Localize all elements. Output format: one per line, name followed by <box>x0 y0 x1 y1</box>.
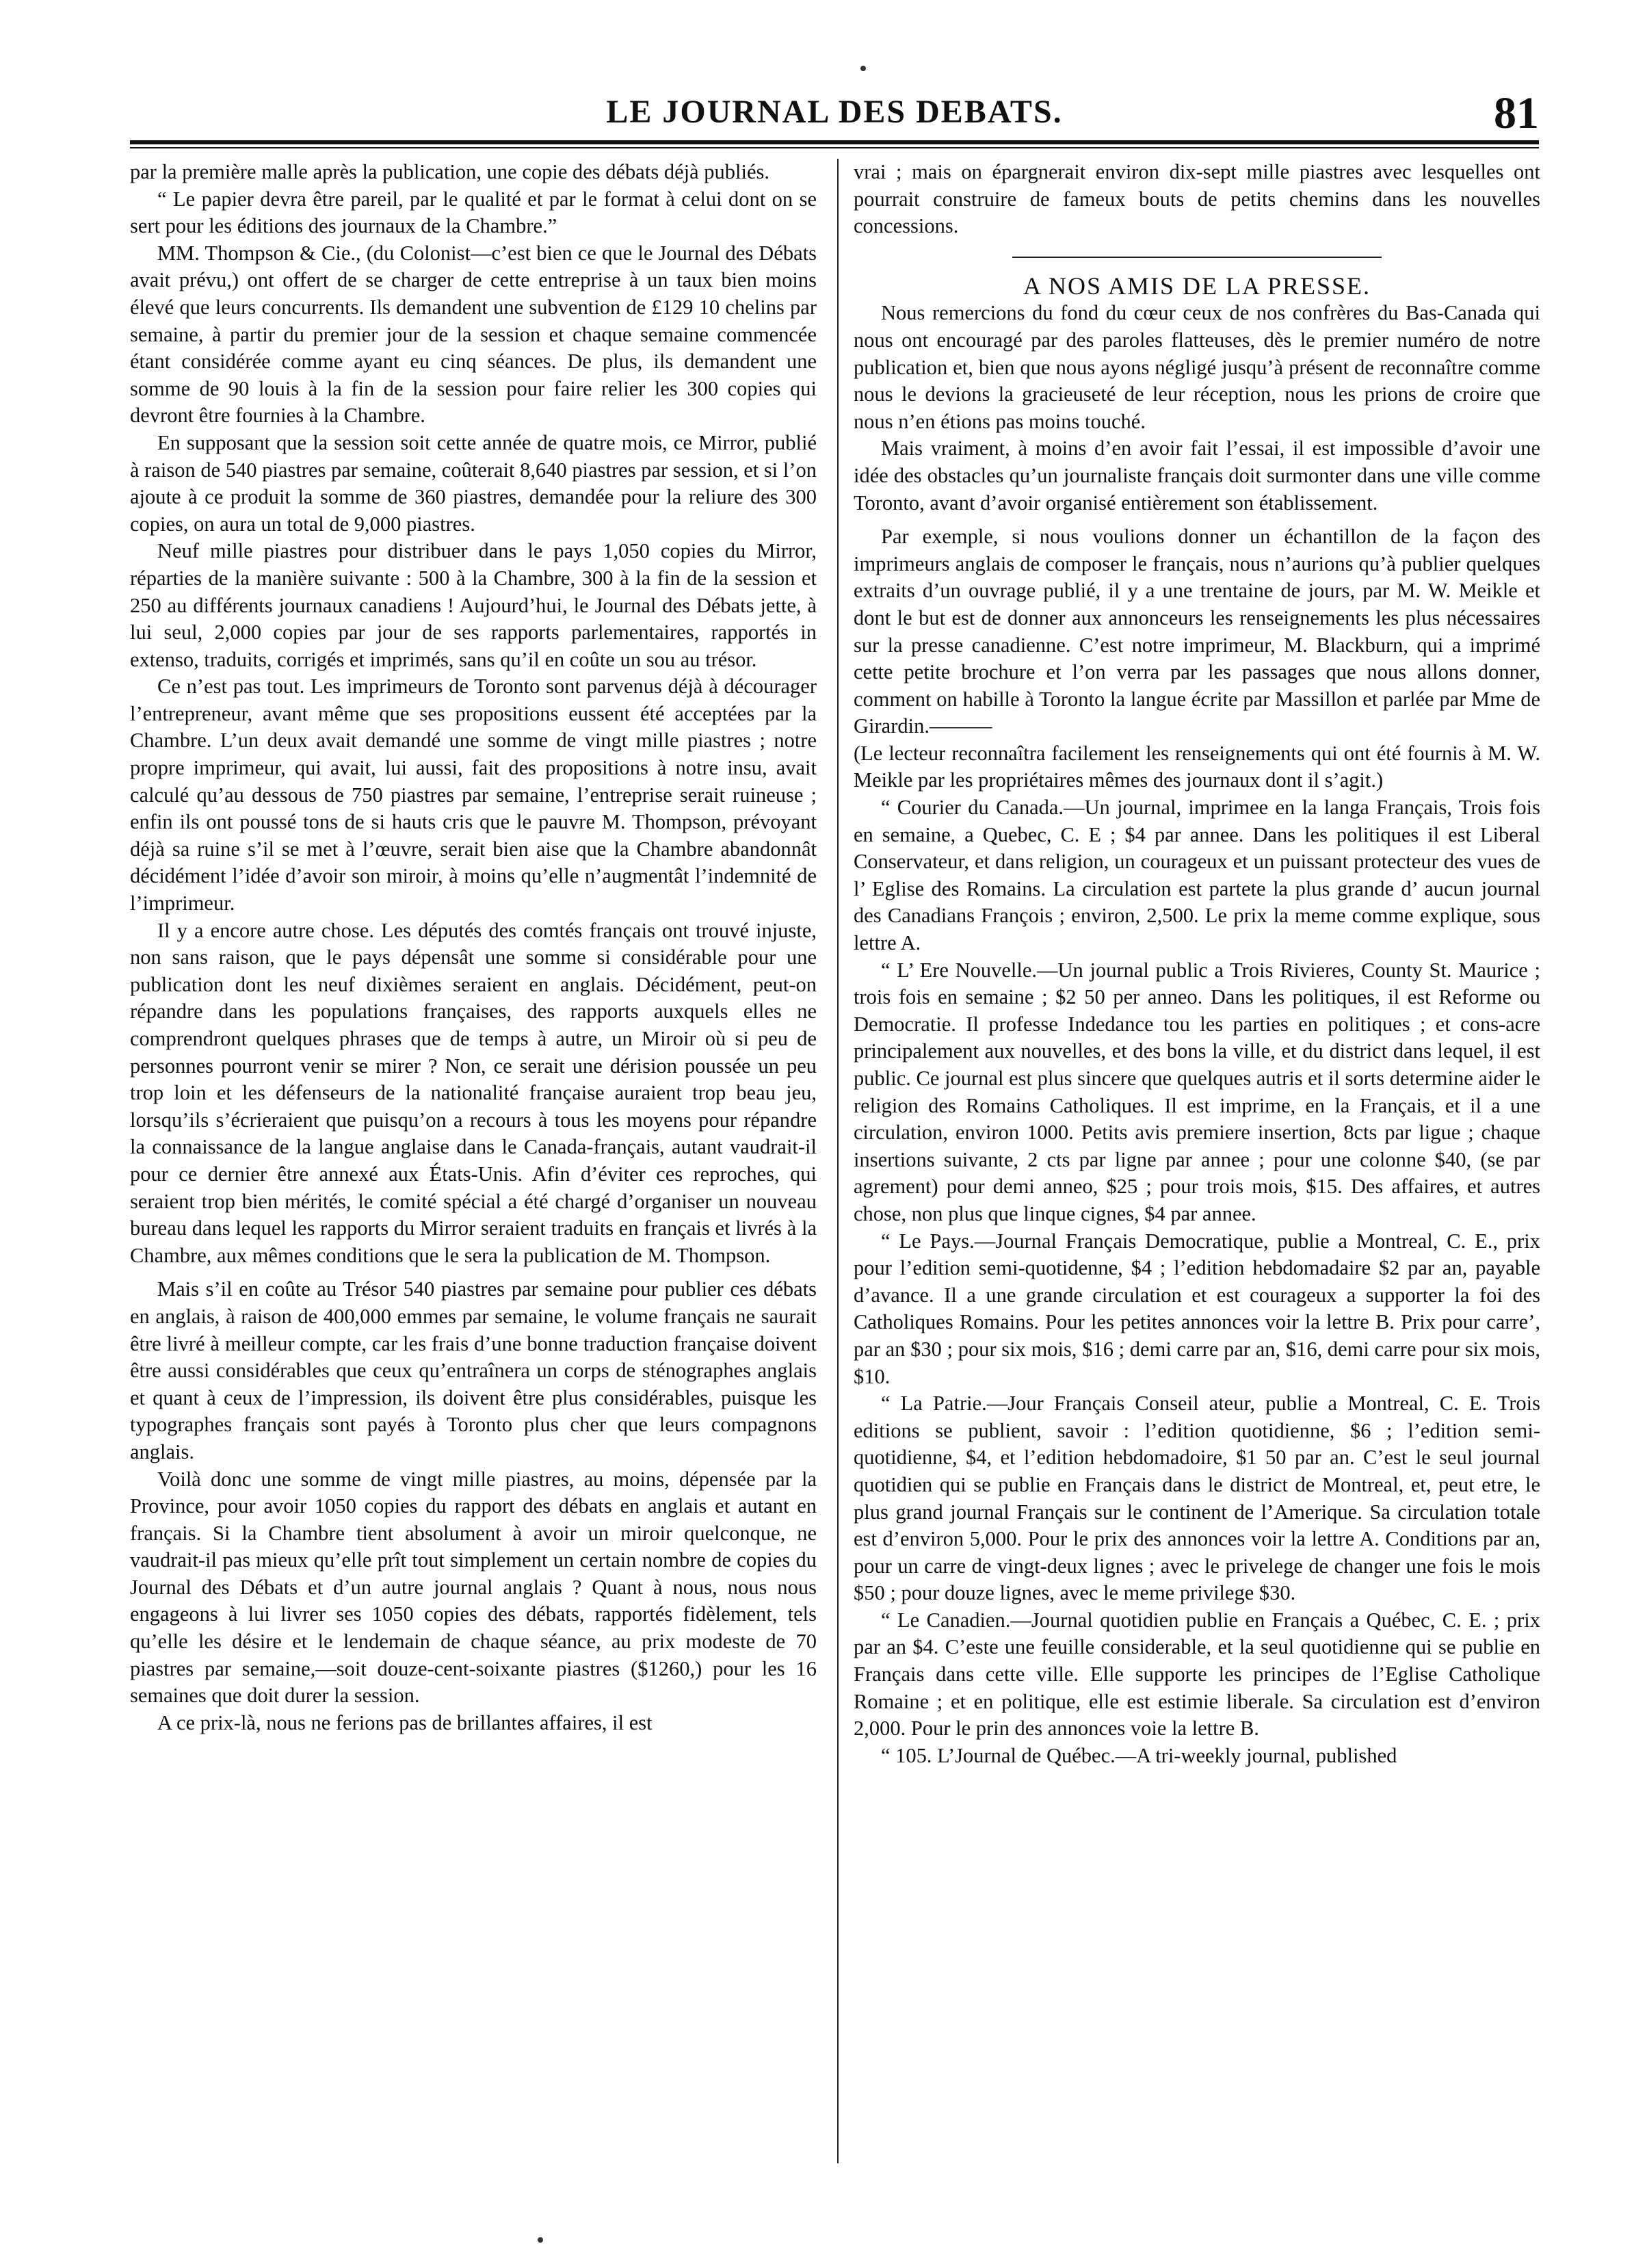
paragraph: “ L’ Ere Nouvelle.—Un journal public a Trois Rivieres, County St. Maurice ; trois fois en semaine ; $2 50 per anneo. Dans les politiques, il est Reforme ou Democratie. Il professe Indedance tou les parties en politiques ; et cons-acre principalement aux nouvelles, et des bons la ville, et du district dans lequel, il est public. Ce journal est plus sincere que quelques autris et il sorts determine aider le religion des Romains Catholiques. Il est imprime, en la Français, et il a une circulation, environ 1000. Petits avis premiere insertion, 8cts par ligue ; chaque insertions suivante, 2 cts par ligne par annee ; pour une colonne $40, (se par agrement) pour demi anneo, $25 ; pour trois mois, $15. Des affaires, et autres chose, non plus que linque cignes, $4 par annee. <box>854 958 1540 1225</box>
paragraph: “ Courier du Canada.—Un journal, imprimee en la langa Français, Trois fois en semaine, a Quebec, C. E ; $4 par annee. Dans les politiques il est Liberal Conservateur, et dans religion, un courageux et un puissant protecteur des vues de l’ Eglise des Romains. La circulation est partete la plus grande d’ aucun journal des Canadians François ; environ, 2,500. Le prix la meme comme explique, sous lettre A. <box>854 796 1540 955</box>
print-speck <box>538 2237 543 2243</box>
paragraph: par la première malle après la publication, une copie des débats déjà publiés. <box>130 160 769 183</box>
left-column <box>130 159 817 1736</box>
paragraph: Neuf mille piastres pour distribuer dans le pays 1,050 copies du Mirror, réparties de la manière suivante : 500 à la Chambre, 300 à la fin de la session et 250 au différents journaux canadiens ! Aujourd’hui, le Journal des Débats jette, à lui seul, 2,000 copies par jour de ses rapports parlementaires, rapportés in extenso, traduits, corrigés et imprimés, sans qu’il en coûte un sou au trésor. <box>130 539 817 671</box>
page-number: 81 <box>1494 88 1539 138</box>
paragraph: “ 105. L’Journal de Québec.—A tri-weekly journal, published <box>881 1743 1397 1767</box>
paragraph: En supposant que la session soit cette année de quatre mois, ce Mirror, publié à raison de 540 piastres par semaine, coûterait 8,640 piastres par session, et si l’on ajoute à ce produit la somme de 360 piastres, demandée pour la reliure des 300 copies, on aura un total de 9,000 piastres. <box>130 430 817 536</box>
running-head <box>130 88 1539 142</box>
paragraph: “ Le Canadien.—Journal quotidien publie en Français a Québec, C. E. ; prix par an $4. C’este une feuille considerable, et la seul quotidienne qui se publie en Français dans cette ville. Elle supporte les principes de l’Eglise Catholique Romaine ; et en politique, elle est estimie liberale. Sa circulation est d’environ 2,000. Pour le prin des annonces voie la lettre B. <box>854 1608 1540 1741</box>
paragraph: “ Le Pays.—Journal Français Democratique, publie a Montreal, C. E., prix pour l’edition semi-quotidenne, $4 ; l’edition hebdomadaire $2 par an, payable d’avance. Il a une grande circulation et est courageux a supporter la foi des Catholiques Romains. Pour les petites annonces voir la lettre B. Prix pour carre’, par an $30 ; pour six mois, $16 ; demi carre par an, $16, demi carre pour six mois, $10. <box>854 1229 1540 1388</box>
running-title: LE JOURNAL DES DEBATS. <box>606 94 1063 130</box>
paragraph: Nous remercions du fond du cœur ceux de nos confrères du Bas-Canada qui nous ont encouragé par des paroles flatteuses, dès le premier numéro de notre publication et, bien que nous ayons négligé jusqu’à présent de reconnaître comme nous le devions la gracieuseté de leur réception, nous les prions de croire que nous n’en étions pas moins touché. <box>854 301 1540 433</box>
paragraph: A ce prix-là, nous ne ferions pas de brillantes affaires, il est <box>157 1710 653 1734</box>
section-title: A NOS AMIS DE LA PRESSE. <box>1023 272 1371 300</box>
header-rule <box>130 140 1539 148</box>
paragraph: (Le lecteur reconnaîtra facilement les renseignements qui ont été fournis à M. W. Meikle par les propriétaires mêmes des journaux dont il s’agit.) <box>854 741 1540 792</box>
print-speck <box>860 66 866 71</box>
paragraph: “ La Patrie.—Jour Français Conseil ateur, publie a Montreal, C. E. Trois editions se publient, savoir : l’edition quotidienne, $6 ; l’edition semi-quotidienne, $4, et l’edition hebdomadoire, $1 50 par an. C’est le seul journal quotidien qui se publie en Français dans le district de Montreal, et, peut etre, le plus grand journal Français sur le continent de l’Amerique. Sa circulation totale est d’environ 5,000. Pour le prix des annonces voir la lettre A. Conditions par an, pour un carre de vingt-deux lignes ; avec le privelege de changer une fois le mois $50 ; pour douze lignes, avec le meme privilege $30. <box>854 1392 1540 1605</box>
paragraph: Mais vraiment, à moins d’en avoir fait l’essai, il est impossible d’avoir une idée des obstacles qu’un journaliste français doit surmonter dans une ville comme Toronto, avant d’avoir organisé entièrement son établissement. <box>854 436 1540 514</box>
paragraph: Il y a encore autre chose. Les députés des comtés français ont trouvé injuste, non sans raison, que le pays dépensât une somme si considérable pour une publication dont les neuf dixièmes seraient en anglais. Décidément, peut-on répandre dans les populations françaises, des rapports auxquels elles ne comprendront quelques phrases que de temps à autre, un Miroir où si peu de personnes pourront venir se mirer ? Non, ce serait une dérision poussée un peu trop loin et les défenseurs de la nationalité française auraient trop beau jeu, lorsqu’ils s’écrieraient que puisqu’on a recours à tous les moyens pour répandre la connaissance de la langue anglaise dans le Canada-français, autant vaudrait-il pour ce dernier être annexé aux États-Unis. Afin d’éviter ces reproches, qui seraient trop bien mérités, le comité spécial a été chargé d’organiser un nouveau bureau dans lequel les rapports du Mirror seraient traduits en français et livrés à la Chambre, aux mêmes conditions que le sera la publication de M. Thompson. <box>130 918 817 1267</box>
paragraph: Mais s’il en coûte au Trésor 540 piastres par semaine pour publier ces débats en anglais, à raison de 400,000 emmes par semaine, le volume français ne saurait être livré à meilleur compte, car les frais d’une bonne traduction française doivent être aussi considérables que ceux qu’entraînera un corps de sténographes anglais et quant à ceux de l’impression, ils doivent être plus considérables, puisque les typographes français sont payés à Toronto plus cher que leurs compagnons anglais. <box>130 1277 817 1463</box>
paragraph: Par exemple, si nous voulions donner un échantillon de la façon des imprimeurs anglais de composer le français, nous n’aurions qu’à publier quelques extraits d’un ouvrage publié, il y a une trentaine de jours, par M. W. Meikle et dont le but est de donner aux annonceurs les renseignements les plus nécessaires sur la presse canadienne. C’est notre imprimeur, M. Blackburn, qui a imprimé cette petite brochure et l’on verra par les passages que nous allons donner, comment on habille à Toronto la langue écrite par Massillon et parlée par Mme de Girardin.——— <box>854 525 1540 738</box>
paragraph: Voilà donc une somme de vingt mille piastres, au moins, dépensée par la Province, pour avoir 1050 copies du rapport des débats en anglais et autant en français. Si la Chambre tient absolument à avoir un miroir quelconque, ne vaudrait-il pas mieux qu’elle prît tout simplement un certain nombre de copies du Journal des Débats et d’un autre journal anglais ? Quant à nous, nous nous engageons à lui livrer ses 1050 copies des débats, rapportés fidèlement, tels qu’elle les désire et le lendemain de chaque séance, au prix modeste de 70 piastres par semaine,—soit douze-cent-soixante piastres ($1260,) pour les 16 semaines que doit durer la session. <box>130 1467 817 1708</box>
paragraph: Ce n’est pas tout. Les imprimeurs de Toronto sont parvenus déjà à décourager l’entrepreneur, avant même que ses propositions eussent été acceptées par la Chambre. L’un deux avait demandé une somme de vingt mille piastres ; notre propre imprimeur, qui avait, lui aussi, fait des propositions à notre insu, avait calculé qu’au dessous de 750 piastres par semaine, l’entreprise serait ruineuse ; enfin ils ont poussé tons de si hauts cris que le pauvre M. Thompson, prévoyant déjà sa ruine s’il se met à l’œuvre, serait bien aise que la Chambre abandonnât décidément l’idée d’avoir son miroir, à moins qu’elle n’augmentât l’indemnité de l’imprimeur. <box>130 675 817 915</box>
paragraph: vrai ; mais on épargnerait environ dix-sept mille piastres avec lesquelles ont pourrait construire de fameux bouts de petits chemins dans les nouvelles concessions. <box>854 160 1540 238</box>
right-column <box>854 159 1540 1769</box>
section-rule <box>1012 257 1382 258</box>
column-divider <box>837 159 839 2163</box>
paragraph: MM. Thompson & Cie., (du Colonist—c’est bien ce que le Journal des Débats avait prévu,) ont offert de se charger de cette entreprise à un taux bien moins élevé que leurs concurrents. Ils demandent une subvention de £129 10 chelins par semaine, à partir du premier jour de la session et chaque semaine commencée étant considérée comme ayant eu cinq séances. De plus, ils demandent une somme de 90 louis à la fin de la session pour faire relier les 300 copies qui devront être fournies à la Chambre. <box>130 241 817 428</box>
paragraph: “ Le papier devra être pareil, par le qualité et par le format à celui dont on se sert pour les éditions des journaux de la Chambre.” <box>130 187 817 238</box>
